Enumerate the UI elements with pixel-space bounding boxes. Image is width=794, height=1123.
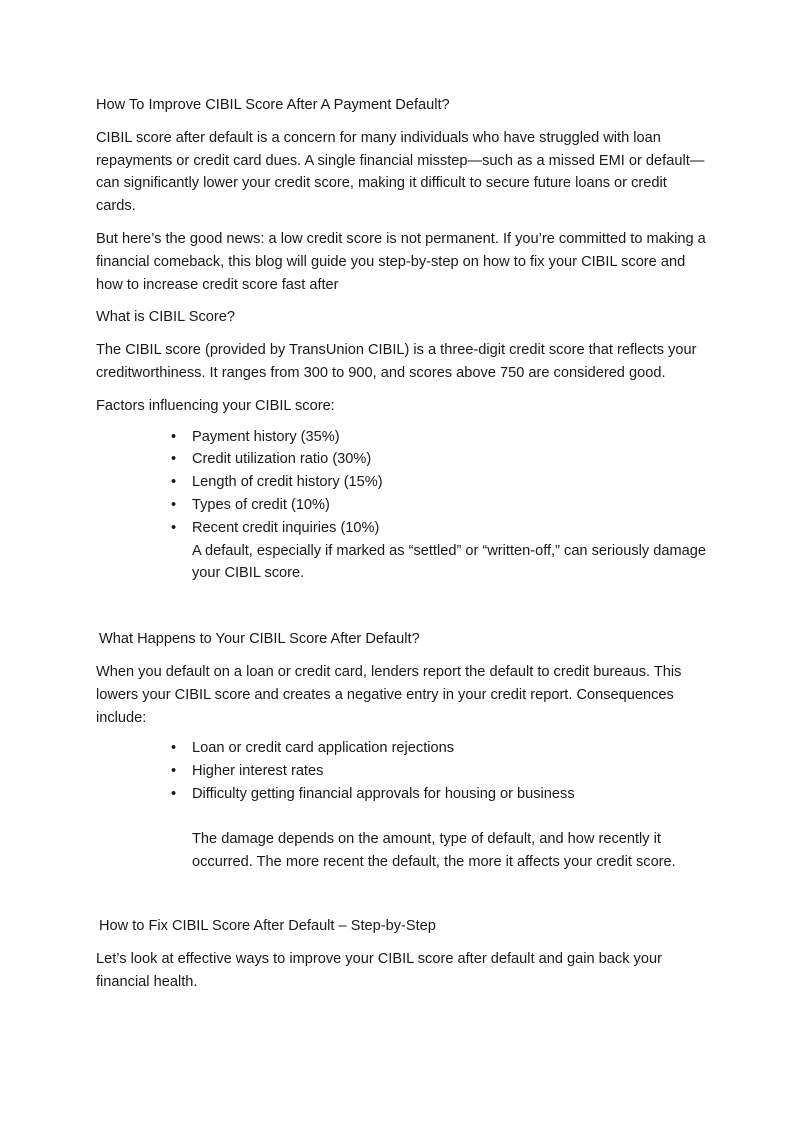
bullet-icon: • <box>171 428 177 445</box>
bullet-icon: • <box>171 496 177 513</box>
section-heading-after-default: What Happens to Your CIBIL Score After Default? <box>99 631 420 648</box>
bullet-icon: • <box>171 763 177 780</box>
factors-note: A default, especially if marked as “settled” or “written-off,” can seriously damage your CIBIL score. <box>192 542 706 582</box>
bullet-icon: • <box>171 474 177 491</box>
consequences-note: The damage depends on the amount, type of default, and how recently it occurred. The more recent the default, the more it affects your credit score. <box>192 830 676 870</box>
section-body-after-default: When you default on a loan or credit card, lenders report the default to credit bureaus. This lowers your CIBIL score and creates a negative entry in your credit report. Consequences include: <box>96 663 682 726</box>
bullet-icon: • <box>171 785 177 802</box>
bullet-icon: • <box>171 740 177 757</box>
article-title: How To Improve CIBIL Score After A Payment Default? <box>96 97 450 113</box>
factors-list <box>96 426 708 540</box>
document-page <box>96 94 708 1004</box>
list-item: • Loan or credit card application rejections <box>192 737 708 760</box>
section-body-how-to-fix: Let’s look at effective ways to improve your CIBIL score after default and gain back your financial health. <box>96 951 662 990</box>
section-body-what-is-cibil: The CIBIL score (provided by TransUnion CIBIL) is a three-digit credit score that reflects your creditworthiness. It ranges from 300 to 900, and scores above 750 are considered good. <box>96 342 697 381</box>
list-item: • Payment history (35%) <box>192 426 708 449</box>
bullet-icon: • <box>171 451 177 468</box>
list-item: • Credit utilization ratio (30%) <box>192 448 708 471</box>
list-item: • Difficulty getting financial approvals for housing or business <box>192 783 708 806</box>
list-item: • Higher interest rates <box>192 760 708 783</box>
bullet-icon: • <box>171 519 177 536</box>
section-heading-how-to-fix: How to Fix CIBIL Score After Default – Step-by-Step <box>99 918 436 935</box>
consequences-list <box>96 737 708 805</box>
list-item: • Recent credit inquiries (10%) <box>192 517 708 540</box>
list-item: • Types of credit (10%) <box>192 494 708 517</box>
intro-paragraph-2: But here’s the good news: a low credit score is not permanent. If you’re committed to making a financial comeback, this blog will guide you step-by-step on how to fix your CIBIL score and how to increase credit score fast after <box>96 230 706 293</box>
intro-paragraph-1: CIBIL score after default is a concern for many individuals who have struggled with loan repayments or credit card dues. A single financial misstep—such as a missed EMI or default—can significantly lower your credit score, making it difficult to secure future loans or credit cards. <box>96 129 705 215</box>
list-item: • Length of credit history (15%) <box>192 471 708 494</box>
section-heading-what-is-cibil: What is CIBIL Score? <box>96 309 235 326</box>
factors-intro: Factors influencing your CIBIL score: <box>96 397 335 414</box>
